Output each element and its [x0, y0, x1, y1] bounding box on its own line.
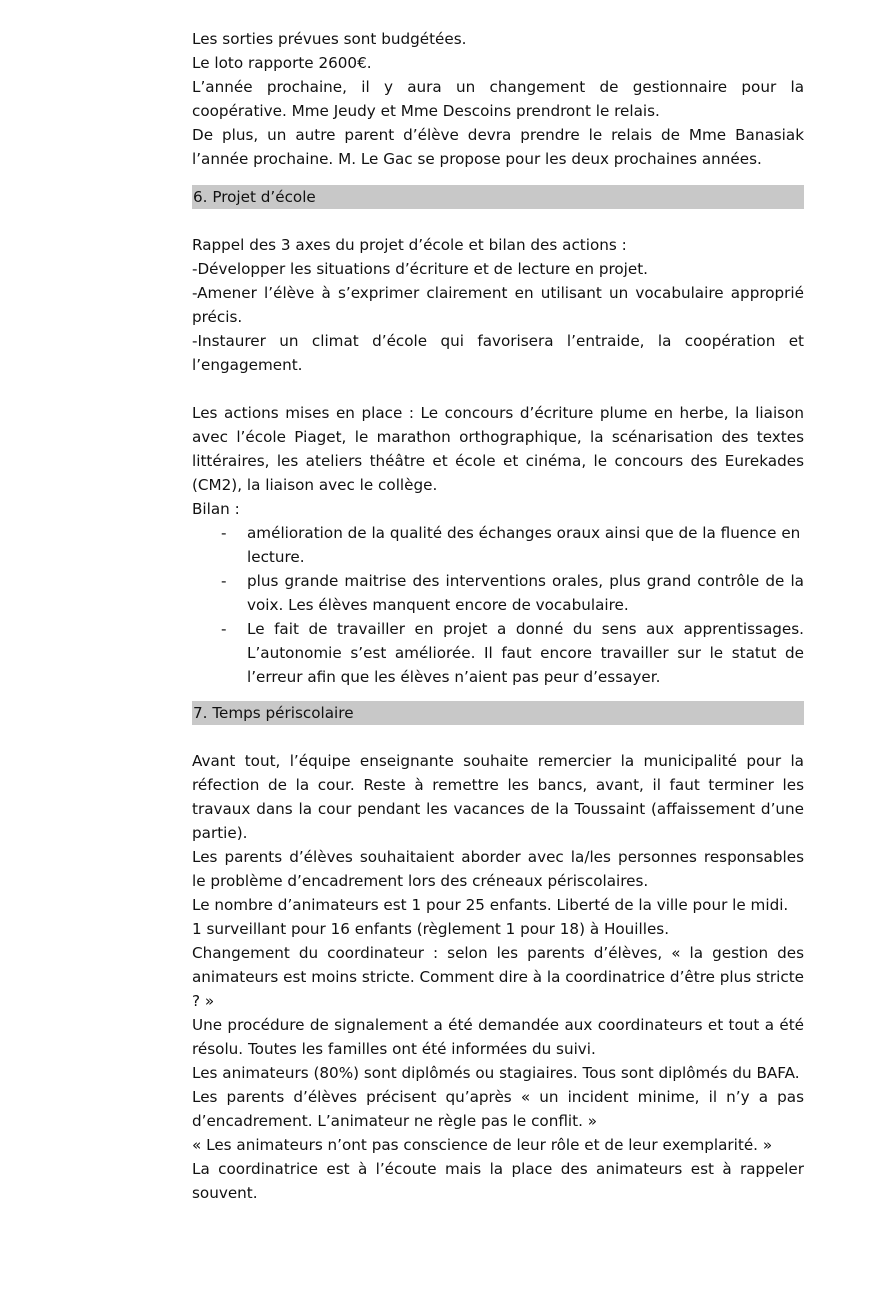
list-item — [192, 569, 804, 617]
section-7-heading: 7. Temps périscolaire — [192, 701, 804, 725]
periscolaire-paragraph: Avant tout, l’équipe enseignante souhaite remercier la municipalité pour la réfection de la cour. Reste à remettre les bancs, avant, il faut terminer les travaux dans la cour pendant les vacances de la Toussaint (affaissement d’une partie). — [192, 752, 804, 842]
axis-item: -Amener l’élève à s’exprimer clairement en utilisant un vocabulaire approprié précis. — [192, 284, 804, 326]
periscolaire-paragraph: Les parents d’élèves souhaitaient aborder avec la/les personnes responsables le problème d’encadrement lors des créneaux périscolaires. — [192, 848, 804, 890]
bullet-dash: - — [221, 620, 227, 638]
periscolaire-paragraph: 1 surveillant pour 16 enfants (règlement 1 pour 18) à Houilles. — [192, 920, 670, 938]
periscolaire-paragraph: Les animateurs (80%) sont diplômés ou stagiaires. Tous sont diplômés du BAFA. — [192, 1064, 800, 1082]
periscolaire-paragraph: Le nombre d’animateurs est 1 pour 25 enfants. Liberté de la ville pour le midi. — [192, 896, 789, 914]
periscolaire-paragraph: « Les animateurs n’ont pas conscience de leur rôle et de leur exemplarité. » — [192, 1136, 773, 1154]
section-6-heading: 6. Projet d’école — [192, 185, 804, 209]
intro-paragraph: Les sorties prévues sont budgétées. — [192, 30, 467, 48]
axes-intro: Rappel des 3 axes du projet d’école et bilan des actions : — [192, 236, 627, 254]
axis-item: -Développer les situations d’écriture et de lecture en projet. — [192, 260, 649, 278]
intro-paragraph: Le loto rapporte 2600€. — [192, 54, 372, 72]
document-page — [192, 27, 804, 1205]
intro-paragraph: De plus, un autre parent d’élève devra prendre le relais de Mme Banasiak l’année prochaine. M. Le Gac se propose pour les deux prochaines années. — [192, 126, 804, 168]
bilan-item-text: Le fait de travailler en projet a donné du sens aux apprentissages. L’autonomie s’est améliorée. Il faut encore travailler sur le statut de l’erreur afin que les élèves n’aient pas peur d’essayer. — [247, 620, 804, 686]
periscolaire-paragraph: La coordinatrice est à l’écoute mais la place des animateurs est à rappeler souvent. — [192, 1160, 804, 1202]
bullet-dash: - — [221, 572, 227, 590]
actions-paragraph: Les actions mises en place : Le concours d’écriture plume en herbe, la liaison avec l’école Piaget, le marathon orthographique, la scénarisation des textes littéraires, les ateliers théâtre et école et cinéma, le concours des Eurekades (CM2), la liaison avec le collège. — [192, 404, 804, 494]
bilan-item-text: amélioration de la qualité des échanges oraux ainsi que de la fluence en lecture. — [247, 524, 801, 566]
list-item — [192, 617, 804, 689]
periscolaire-paragraph: Changement du coordinateur : selon les parents d’élèves, « la gestion des animateurs est moins stricte. Comment dire à la coordinatrice d’être plus stricte ? » — [192, 944, 804, 1010]
periscolaire-paragraph: Une procédure de signalement a été demandée aux coordinateurs et tout a été résolu. Toutes les familles ont été informées du suivi. — [192, 1016, 804, 1058]
axis-item: -Instaurer un climat d’école qui favorisera l’entraide, la coopération et l’engagement. — [192, 332, 804, 374]
bilan-list — [192, 521, 804, 689]
periscolaire-paragraph: Les parents d’élèves précisent qu’après « un incident minime, il n’y a pas d’encadrement. L’animateur ne règle pas le conflit. » — [192, 1088, 804, 1130]
bullet-dash: - — [221, 524, 227, 542]
bilan-label: Bilan : — [192, 500, 240, 518]
list-item — [192, 521, 804, 569]
intro-paragraph: L’année prochaine, il y aura un changement de gestionnaire pour la coopérative. Mme Jeudy et Mme Descoins prendront le relais. — [192, 78, 804, 120]
bilan-item-text: plus grande maitrise des interventions orales, plus grand contrôle de la voix. Les élèves manquent encore de vocabulaire. — [247, 572, 804, 614]
